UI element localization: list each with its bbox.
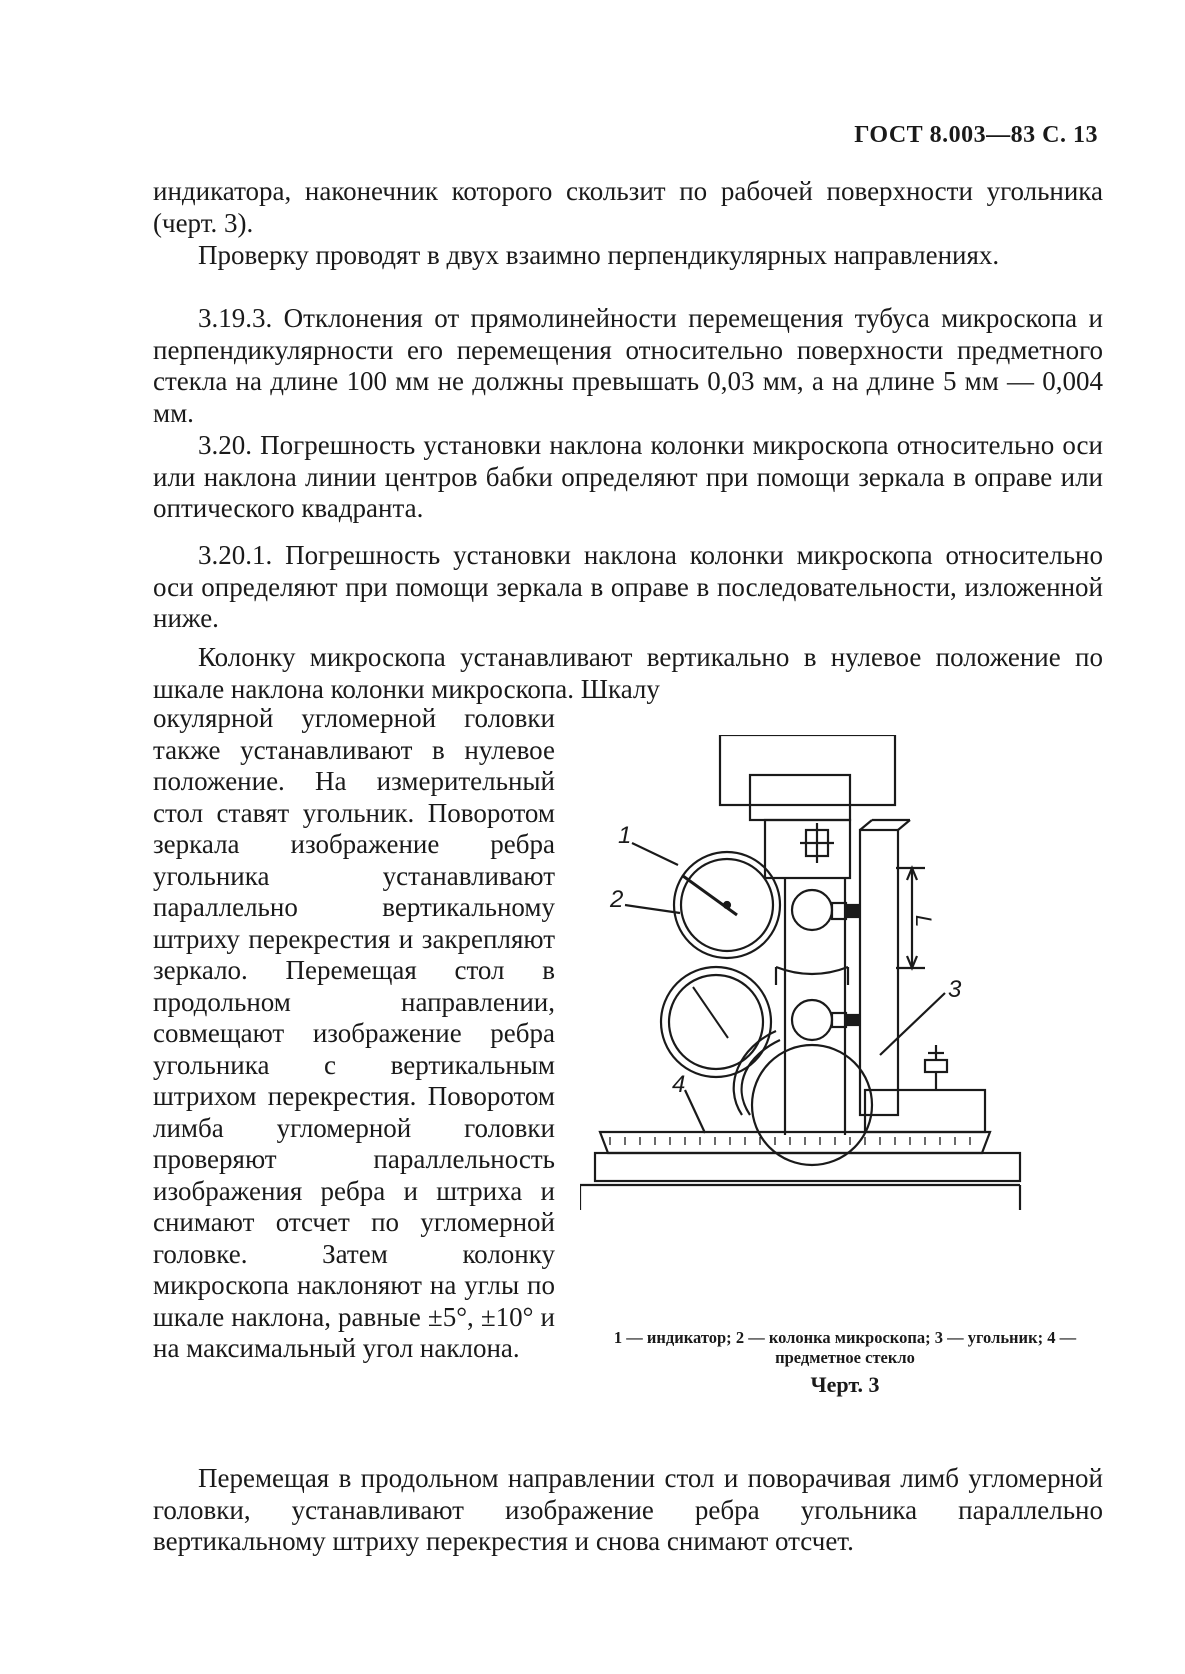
label-2: 2 bbox=[610, 886, 624, 913]
caption-num-2: 2 bbox=[735, 1328, 745, 1347]
paragraph-6: Колонку микроскопа устанавливают вертикально в нулевое положение по шкале наклона колонки микроскопа. Шкалу bbox=[153, 642, 1103, 704]
paragraph-8: Перемещая в продольном направлении стол и поворачивая лимб угломерной головки, устанавливают изображение ребра угольника параллельно вертикальному штриху перекрестия и снова снимают отсчет. bbox=[153, 1463, 1103, 1556]
paragraph-7-column: окулярной угломерной головки также устанавливают в нулевое положение. На измерительный стол ставят угольник. Поворотом зеркала изображение ребра угольника устанавливают параллельно вертикальному штриху перекрестия и закрепляют зеркало. Перемещая стол в продольном направлении, совмещают изображение ребра угольника с вертикальным штрихом перекрестия. Поворотом лимба угломерной головки проверяют параллельность изображения ребра и штриха и снимают отсчет по угломерной головке. Затем колонку микроскопа наклоняют на углы по шкале наклона, равные ±5°, ±10° и на максимальный угол наклона. bbox=[153, 703, 555, 1363]
microscope-housing bbox=[750, 775, 850, 820]
caption-num-1: 1 bbox=[613, 1328, 623, 1347]
figure-title: Черт. 3 bbox=[810, 1372, 880, 1397]
table-base bbox=[595, 1153, 1020, 1181]
microscope-tube bbox=[765, 820, 850, 878]
paragraph-1: индикатора, наконечник которого скользит по рабочей поверхности угольника (черт. 3). bbox=[153, 176, 1103, 238]
caption-num-4: 4 bbox=[1047, 1328, 1056, 1347]
page-header: ГОСТ 8.003—83 С. 13 bbox=[854, 122, 1098, 148]
table-scale bbox=[600, 1132, 990, 1153]
figure-caption bbox=[580, 1328, 1110, 1368]
paragraph-3: 3.19.3. Отклонения от прямолинейности перемещения тубуса микроскопа и перпендикулярности его перемещения относительно поверхности предметного стекла на длине 100 мм не должны превышать 0,03 мм, а на длине 5 мм — 0,004 мм. bbox=[153, 303, 1103, 428]
roller bbox=[752, 1045, 872, 1165]
caption-text-2: — колонка микроскопа; bbox=[744, 1328, 935, 1347]
microscope-head bbox=[720, 735, 895, 805]
square-tool bbox=[860, 830, 898, 1115]
label-3: 3 bbox=[948, 976, 962, 1003]
paragraph-4: 3.20. Погрешность установки наклона колонки микроскопа относительно оси или наклона линии центров бабки определяют при помощи зеркала в оправе или оптического квадранта. bbox=[153, 430, 1103, 523]
caption-text-3: — угольник; bbox=[942, 1328, 1048, 1347]
caption-text-1: — индикатор; bbox=[622, 1328, 736, 1347]
label-4: 4 bbox=[672, 1071, 686, 1098]
caption-text-4: — предметное стекло bbox=[775, 1328, 1077, 1367]
label-length: L bbox=[911, 915, 936, 928]
paragraph-5: 3.20.1. Погрешность установки наклона колонки микроскопа относительно оси определяют при помощи зеркала в оправе в последовательности, изложенной ниже. bbox=[153, 540, 1103, 633]
caption-num-3: 3 bbox=[934, 1328, 943, 1347]
paragraph-2: Проверку проводят в двух взаимно перпендикулярных направлениях. bbox=[198, 240, 1000, 270]
figure-microscope-drawing bbox=[580, 735, 1110, 1290]
label-1: 1 bbox=[618, 822, 632, 849]
